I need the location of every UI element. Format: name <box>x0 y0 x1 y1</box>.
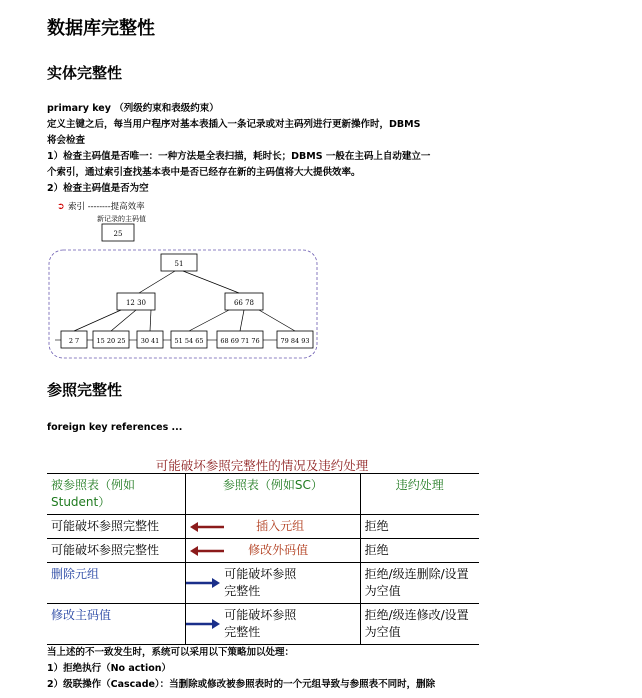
cell-referencing-text: 可能破坏参照完整性 <box>224 567 297 598</box>
entity-line5: 2）检查主码值是否为空 <box>47 183 149 194</box>
leaf-node-label: 30 41 <box>140 337 160 345</box>
table-row <box>47 515 479 539</box>
leaf-node-label: 51 54 65 <box>174 337 204 345</box>
header-action: 违约处理 <box>360 474 479 515</box>
cell-referenced: 删除元组 <box>47 563 186 604</box>
level1-node-label: 66 78 <box>233 299 255 307</box>
cell-referencing <box>186 539 360 563</box>
tree-edge <box>240 310 244 331</box>
table-row <box>47 604 479 645</box>
btree-figure <box>47 198 321 362</box>
pk-label: primary key <box>47 103 111 114</box>
cell-referencing <box>186 515 360 539</box>
tree-edge <box>259 310 295 331</box>
cell-referenced: 修改主码值 <box>47 604 186 645</box>
tree-edge <box>74 310 121 331</box>
cell-referenced: 可能破坏参照完整性 <box>47 515 186 539</box>
level1-node-label: 12 30 <box>125 299 147 307</box>
table-title: 可能破坏参照完整性的情况及违约处理 <box>155 458 369 473</box>
entity-line4: 个索引，通过索引查找基本表中是否已经存在新的主码值将大大提供效率。 <box>47 167 361 178</box>
cell-action: 拒绝 <box>360 515 479 539</box>
entity-line2: 将会检查 <box>47 135 86 146</box>
cell-referencing-text: 修改外码值 <box>248 543 309 557</box>
entity-line1: 定义主键之后，每当用户程序对基本表插入一条记录或对主码列进行更新操作时，DBMS <box>47 119 421 130</box>
leaf-node-label: 79 84 93 <box>280 337 310 345</box>
cell-action: 拒绝/级连删除/设置为空值 <box>360 563 479 604</box>
cell-referencing-text: 插入元组 <box>256 519 305 533</box>
table-header-row <box>47 474 479 515</box>
bullet-arrow-icon: ➲ <box>57 202 65 212</box>
pk-note: （列级约束和表级约束） <box>114 103 219 114</box>
cell-referenced: 可能破坏参照完整性 <box>47 539 186 563</box>
cell-action: 拒绝 <box>360 539 479 563</box>
new-key-value: 25 <box>113 230 123 238</box>
left-arrow-icon <box>190 545 224 557</box>
tree-edge <box>183 271 239 293</box>
cell-referencing-text: 可能破坏参照完整性 <box>224 608 297 639</box>
header-referenced: 被参照表（例如Student） <box>47 474 186 515</box>
tree-edge <box>150 310 151 331</box>
root-node-label: 51 <box>174 260 184 268</box>
right-arrow-icon <box>186 618 220 630</box>
after-line2: 1）拒绝执行（No action） <box>47 663 172 674</box>
left-arrow-icon <box>190 521 224 533</box>
leaf-node-label: 15 20 25 <box>96 337 126 345</box>
table-row <box>47 563 479 604</box>
integrity-table <box>47 473 479 645</box>
cell-action: 拒绝/级连修改/设置为空值 <box>360 604 479 645</box>
ref-heading: 参照完整性 <box>47 381 123 399</box>
after-line3: 2）级联操作（Cascade）：当删除或修改被参照表时的一个元组导致与参照表不同时，删除 <box>47 679 436 690</box>
bullet-text: 索引 --------提高效率 <box>68 202 145 212</box>
entity-heading: 实体完整性 <box>47 64 123 82</box>
fk-text: foreign key references ... <box>47 422 183 433</box>
header-referencing: 参照表（例如SC） <box>186 474 360 515</box>
tree-edge <box>139 271 175 293</box>
entity-line3: 1）检查主码值是否唯一：一种方法是全表扫描，耗时长；DBMS 一般在主码上自动建立一 <box>47 151 431 162</box>
cell-referencing <box>186 604 360 645</box>
table-row <box>47 539 479 563</box>
after-line1: 当上述的不一致发生时，系统可以采用以下策略加以处理： <box>47 647 295 658</box>
cell-referencing <box>186 563 360 604</box>
pk-line <box>47 101 487 117</box>
page-title: 数据库完整性 <box>47 18 155 39</box>
right-arrow-icon <box>186 577 220 589</box>
leaf-node-label: 68 69 71 76 <box>220 337 260 345</box>
new-key-label: 新记录的主码值 <box>97 215 146 223</box>
leaf-node-label: 2 7 <box>68 337 80 345</box>
tree-edge <box>189 310 229 331</box>
